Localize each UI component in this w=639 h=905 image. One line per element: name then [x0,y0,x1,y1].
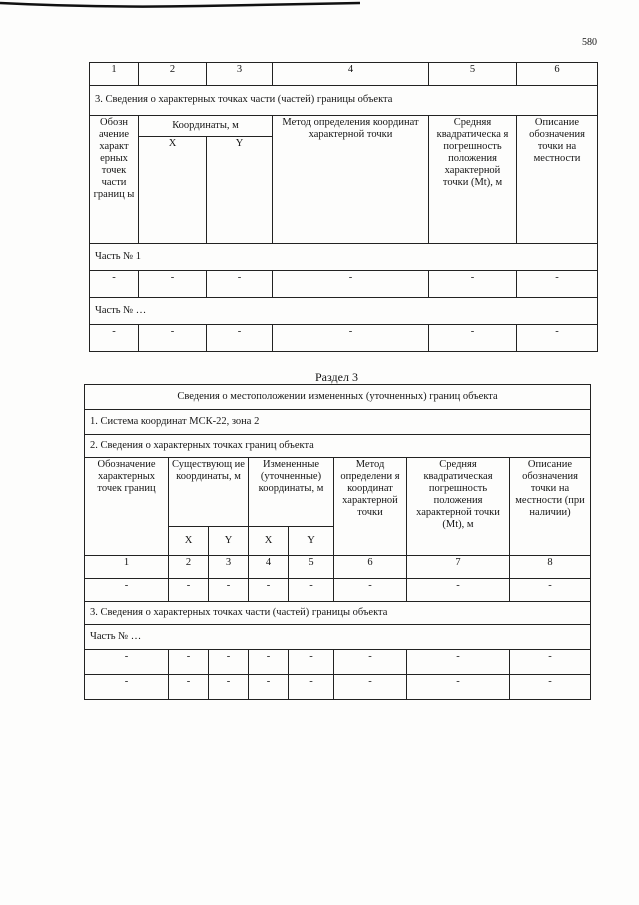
header-designation: Обозначение характерных точек границ [85,458,169,556]
header-y: Y [207,137,273,244]
table-cell: - [510,675,591,700]
table-cell: - [273,325,429,352]
points-title-row [85,435,591,458]
table-cell: - [85,675,169,700]
column-number-row [85,556,591,579]
header-designation: Обозн ачение характ ерных точек части границ ы [90,116,139,244]
table-cell: - [273,271,429,298]
table-cell: - [289,650,334,675]
table-cell: - [517,271,598,298]
table-cell: - [209,650,249,675]
table-cell: - [90,271,139,298]
table-row [90,271,598,298]
table-row [85,579,591,602]
col-number: 6 [517,63,598,86]
table-cell: - [209,675,249,700]
table-cell: - [85,650,169,675]
table-cell: - [429,325,517,352]
col-number: 2 [139,63,207,86]
part-label: Часть № … [90,298,598,325]
points-title: 2. Сведения о характерных точках границ объекта [85,435,591,458]
part-label-row [85,625,591,650]
scan-edge-mark [0,0,360,12]
header-row [85,458,591,527]
header-row [90,116,598,137]
section-subtitle: Сведения о местоположении измененных (уточненных) границ объекта [85,385,591,410]
table-cell: - [90,325,139,352]
table-cell: - [510,650,591,675]
changed-boundaries-table [84,384,591,700]
header-x: X [169,527,209,556]
table-cell: - [207,325,273,352]
table-cell: - [407,579,510,602]
col-number: 1 [90,63,139,86]
table-cell: - [85,579,169,602]
part-label: Часть № 1 [90,244,598,271]
table-cell: - [249,675,289,700]
table-cell: - [517,325,598,352]
header-description: Описание обозначения точки на местности [517,116,598,244]
col-number: 5 [429,63,517,86]
table-cell: - [407,675,510,700]
table-cell: - [249,579,289,602]
table-cell: - [289,579,334,602]
col-number: 4 [249,556,289,579]
col-number: 2 [169,556,209,579]
section-heading: Раздел 3 [315,370,358,384]
header-description: Описание обозначения точки на местности (при наличии) [510,458,591,556]
table-cell: - [139,325,207,352]
parts-section-title: 3. Сведения о характерных точках части (частей) границы объекта [90,86,598,116]
table-row [85,675,591,700]
table-cell: - [169,650,209,675]
col-number: 7 [407,556,510,579]
page-number: 580 [582,37,597,48]
parts-title-row [85,602,591,625]
header-rms-error: Средняя квадратическа я погрешность положения характерной точки (Mt), м [429,116,517,244]
table-cell: - [510,579,591,602]
header-y: Y [209,527,249,556]
part-label-row [90,298,598,325]
table-row [85,650,591,675]
table-cell: - [169,579,209,602]
col-number: 6 [334,556,407,579]
coordinate-system: 1. Система координат МСК-22, зона 2 [85,410,591,435]
section-title-row [90,86,598,116]
header-y: Y [289,527,334,556]
table-cell: - [139,271,207,298]
parts-section-title: 3. Сведения о характерных точках части (частей) границы объекта [85,602,591,625]
col-number: 3 [209,556,249,579]
col-number: 3 [207,63,273,86]
header-x: X [139,137,207,244]
header-x: X [249,527,289,556]
table-cell: - [429,271,517,298]
table-cell: - [289,675,334,700]
table-cell: - [334,675,407,700]
table-cell: - [334,579,407,602]
header-coordinates: Координаты, м [139,116,273,137]
table-cell: - [249,650,289,675]
header-changed-coords: Измененные (уточненные) координаты, м [249,458,334,527]
table-row [90,325,598,352]
table-cell: - [169,675,209,700]
table-cell: - [334,650,407,675]
header-rms-error: Средняя квадратическая погрешность положения характерной точки (Mt), м [407,458,510,556]
parts-points-table [89,62,598,352]
col-number: 5 [289,556,334,579]
col-number: 1 [85,556,169,579]
header-method: Метод определения координат характерной точки [273,116,429,244]
header-existing-coords: Существующ ие координаты, м [169,458,249,527]
coord-system-row [85,410,591,435]
table-cell: - [407,650,510,675]
table-cell: - [209,579,249,602]
table-cell: - [207,271,273,298]
title-row [85,385,591,410]
col-number: 8 [510,556,591,579]
col-number: 4 [273,63,429,86]
column-number-row [90,63,598,86]
header-method: Метод определени я координат характерной точки [334,458,407,556]
part-label: Часть № … [85,625,591,650]
part-label-row [90,244,598,271]
